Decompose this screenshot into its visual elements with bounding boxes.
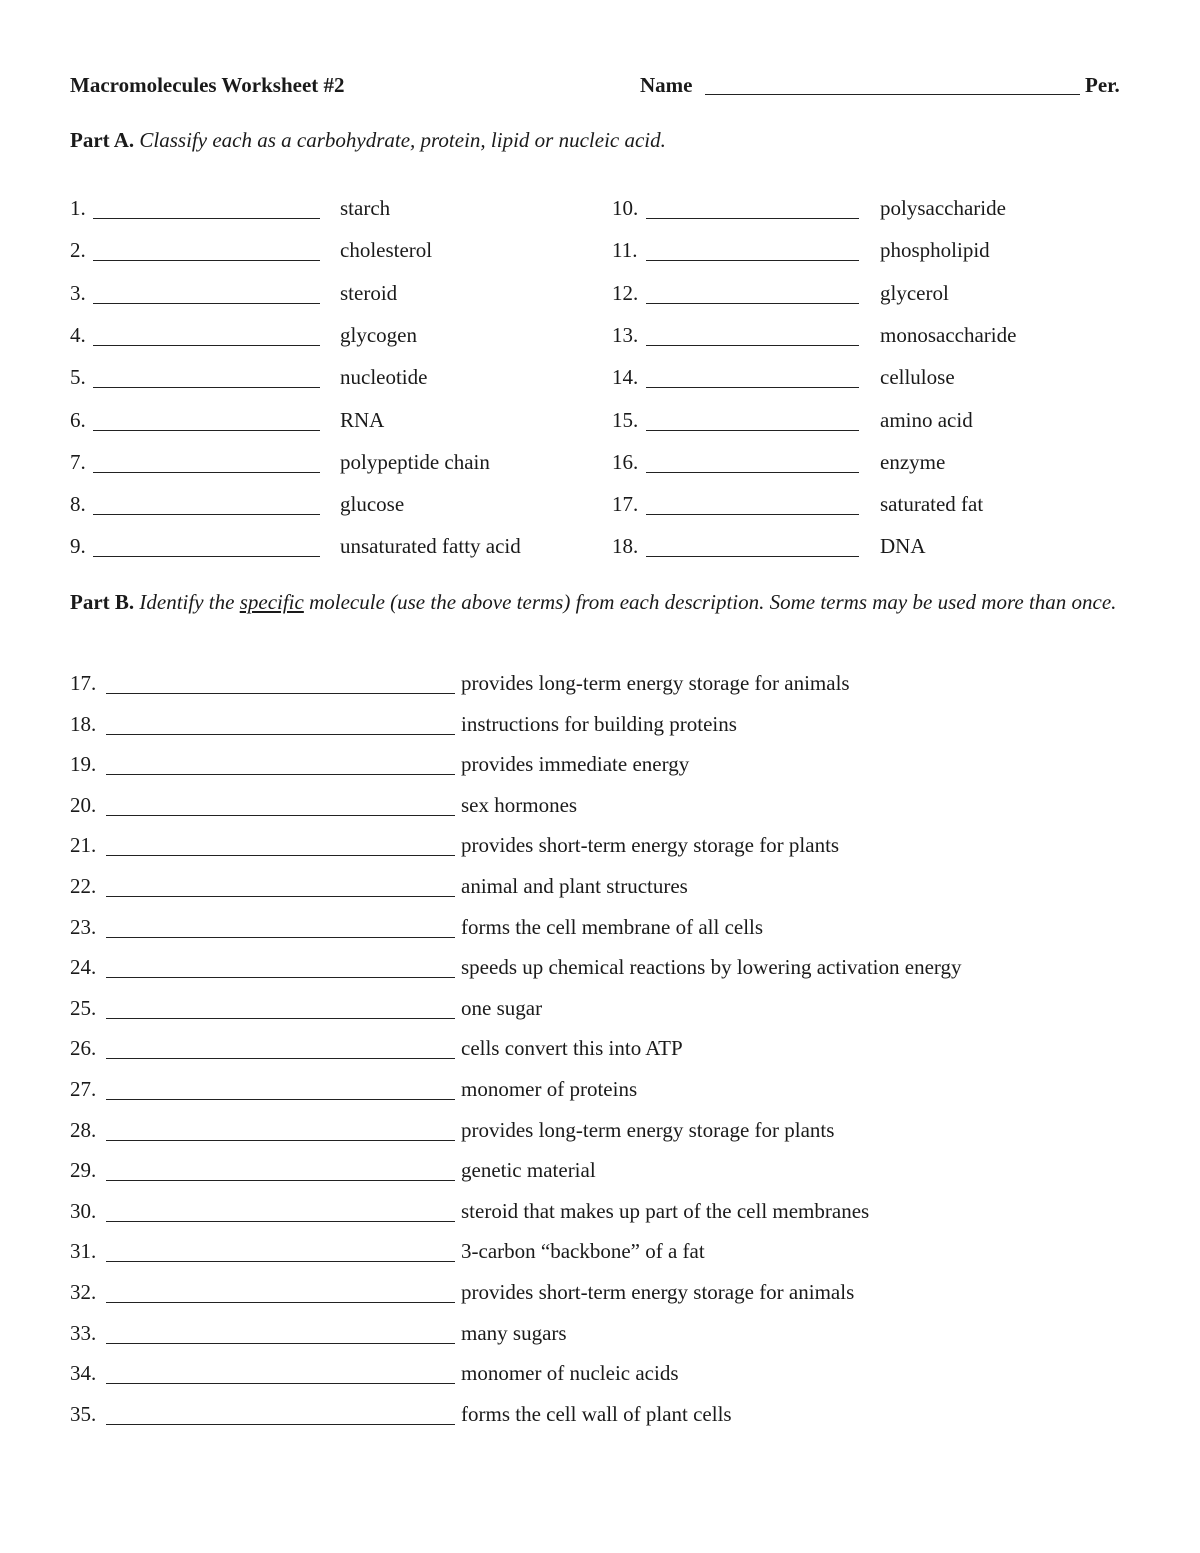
part-b-item-number: 19. xyxy=(70,752,97,777)
part-b-description: forms the cell membrane of all cells xyxy=(461,914,764,939)
part-a-term: starch xyxy=(340,196,391,220)
part-a-item-number: 14. xyxy=(612,365,639,390)
part-b-item-number: 32. xyxy=(70,1280,97,1304)
part-b-item-number: 31. xyxy=(70,1239,97,1264)
part-a-term: glycogen xyxy=(340,322,417,347)
part-b-item-number: 28. xyxy=(70,1117,97,1142)
part-b-answer-blank[interactable] xyxy=(106,1058,455,1059)
part-a-term: cholesterol xyxy=(340,238,433,263)
part-b-description: provides long-term energy storage for plants xyxy=(461,1117,835,1142)
part-b-description: forms the cell wall of plant cells xyxy=(461,1401,732,1426)
part-b-heading xyxy=(70,588,1130,616)
part-b-answer-blank[interactable] xyxy=(106,1302,455,1303)
part-a-item-number: 8. xyxy=(70,492,86,517)
part-a-item-number: 5. xyxy=(70,365,86,390)
part-b-answer-blank[interactable] xyxy=(106,1261,455,1262)
part-b-description: one sugar xyxy=(461,995,543,1020)
part-b-item-number: 22. xyxy=(70,874,97,898)
part-a-term: amino acid xyxy=(880,407,973,432)
part-b-item-number: 26. xyxy=(70,1036,97,1061)
part-a-term: glucose xyxy=(340,492,405,517)
part-b-description: steroid that makes up part of the cell membranes xyxy=(461,1198,870,1223)
part-a-heading xyxy=(70,126,1130,154)
part-b-instructions-underlined: specific xyxy=(239,590,304,614)
part-a-term: cellulose xyxy=(880,365,955,390)
part-b-description: monomer of nucleic acids xyxy=(461,1361,679,1386)
period-label: Per. xyxy=(1085,73,1120,97)
name-field[interactable] xyxy=(705,94,1080,95)
part-b-description: provides short-term energy storage for animals xyxy=(461,1280,855,1304)
part-b-answer-blank[interactable] xyxy=(106,1018,455,1019)
name-label: Name xyxy=(640,73,693,97)
part-a-answer-blank[interactable] xyxy=(646,218,859,219)
part-b-instructions-pre: Identify the xyxy=(139,590,235,614)
part-b-answer-blank[interactable] xyxy=(106,734,455,735)
part-b-item-number: 35. xyxy=(70,1401,97,1426)
part-a-term: unsaturated fatty acid xyxy=(340,534,521,559)
part-a-answer-blank[interactable] xyxy=(93,303,320,304)
part-b-answer-blank[interactable] xyxy=(106,1099,455,1100)
part-a-answer-blank[interactable] xyxy=(646,556,859,557)
part-b-answer-blank[interactable] xyxy=(106,855,455,856)
part-b-description: animal and plant structures xyxy=(461,874,688,898)
part-a-item-number: 12. xyxy=(612,280,639,305)
part-b-answer-blank[interactable] xyxy=(106,937,455,938)
part-a-term: monosaccharide xyxy=(880,322,1017,347)
part-b-description: 3-carbon “backbone” of a fat xyxy=(461,1239,705,1264)
part-a-answer-blank[interactable] xyxy=(93,260,320,261)
part-b-answer-blank[interactable] xyxy=(106,693,455,694)
part-a-answer-blank[interactable] xyxy=(646,260,859,261)
part-a-label: Part A. xyxy=(70,128,135,152)
part-a-answer-blank[interactable] xyxy=(93,345,320,346)
part-b-answer-blank[interactable] xyxy=(106,1140,455,1141)
part-b-answer-blank[interactable] xyxy=(106,896,455,897)
part-a-answer-blank[interactable] xyxy=(93,218,320,219)
part-b-answer-blank[interactable] xyxy=(106,1424,455,1425)
part-a-item-number: 18. xyxy=(612,534,639,559)
part-a-item-number: 6. xyxy=(70,407,86,432)
part-a-answer-blank[interactable] xyxy=(646,514,859,515)
part-b-answer-blank[interactable] xyxy=(106,815,455,816)
part-a-answer-blank[interactable] xyxy=(646,345,859,346)
part-b-label: Part B. xyxy=(70,590,135,614)
part-b-description: provides short-term energy storage for plants xyxy=(461,833,840,858)
part-a-item-number: 2. xyxy=(70,238,86,263)
part-b-description: instructions for building proteins xyxy=(461,711,737,736)
part-a-term: polypeptide chain xyxy=(340,449,490,474)
part-b-item-number: 25. xyxy=(70,995,97,1020)
part-a-item-number: 11. xyxy=(612,238,638,263)
part-a-term: DNA xyxy=(880,534,926,559)
part-b-description: many sugars xyxy=(461,1320,567,1345)
part-b-item-number: 17. xyxy=(70,671,97,695)
part-a-term: RNA xyxy=(340,407,385,432)
part-a-term: glycerol xyxy=(880,280,949,305)
part-b-item-number: 18. xyxy=(70,711,97,736)
part-a-item-number: 15. xyxy=(612,407,639,432)
part-a-item-number: 1. xyxy=(70,196,86,220)
part-a-item-number: 13. xyxy=(612,322,639,347)
part-a-term: steroid xyxy=(340,280,398,305)
part-a-item-number: 3. xyxy=(70,280,86,305)
worksheet-title: Macromolecules Worksheet #2 xyxy=(70,73,345,97)
part-b-item-number: 34. xyxy=(70,1361,97,1386)
part-b-answer-blank[interactable] xyxy=(106,977,455,978)
part-b-answer-blank[interactable] xyxy=(106,1221,455,1222)
part-b-item-number: 21. xyxy=(70,833,97,858)
part-b-description: provides long-term energy storage for animals xyxy=(461,671,850,695)
part-a-item-number: 10. xyxy=(612,196,639,220)
part-b-description: speeds up chemical reactions by lowering activation energy xyxy=(461,955,962,980)
part-b-answer-blank[interactable] xyxy=(106,1180,455,1181)
part-b-description: monomer of proteins xyxy=(461,1077,638,1101)
part-a-item-number: 16. xyxy=(612,449,639,474)
part-a-answer-blank[interactable] xyxy=(93,387,320,388)
part-b-answer-blank[interactable] xyxy=(106,1343,455,1344)
part-a-answer-blank[interactable] xyxy=(646,387,859,388)
part-a-term: enzyme xyxy=(880,449,946,474)
part-b-answer-blank[interactable] xyxy=(106,774,455,775)
part-a-answer-blank[interactable] xyxy=(93,556,320,557)
part-b-item-number: 30. xyxy=(70,1198,97,1223)
part-b-description: sex hormones xyxy=(461,792,578,817)
part-b-item-number: 27. xyxy=(70,1077,97,1101)
part-b-item-number: 33. xyxy=(70,1320,97,1345)
part-a-item-number: 7. xyxy=(70,449,86,474)
part-b-item-number: 23. xyxy=(70,914,97,939)
part-a-term: saturated fat xyxy=(880,492,984,517)
part-b-item-number: 20. xyxy=(70,792,97,817)
part-a-term: nucleotide xyxy=(340,365,428,390)
part-a-answer-blank[interactable] xyxy=(646,303,859,304)
part-b-item-number: 29. xyxy=(70,1158,97,1183)
part-a-answer-blank[interactable] xyxy=(646,430,859,431)
part-a-term: phospholipid xyxy=(880,238,990,263)
part-a-answer-blank[interactable] xyxy=(93,430,320,431)
part-a-item-number: 17. xyxy=(612,492,639,517)
part-b-item-number: 24. xyxy=(70,955,97,980)
part-b-description: provides immediate energy xyxy=(461,752,690,777)
part-a-term: polysaccharide xyxy=(880,196,1006,220)
part-a-instructions: Classify each as a carbohydrate, protein, lipid or nucleic acid. xyxy=(139,128,666,152)
part-a-item-number: 4. xyxy=(70,322,86,347)
part-b-description: cells convert this into ATP xyxy=(461,1036,683,1061)
part-b-answer-blank[interactable] xyxy=(106,1383,455,1384)
part-a-answer-blank[interactable] xyxy=(93,514,320,515)
part-a-answer-blank[interactable] xyxy=(93,472,320,473)
part-a-item-number: 9. xyxy=(70,534,86,559)
part-b-description: genetic material xyxy=(461,1158,596,1183)
part-a-answer-blank[interactable] xyxy=(646,472,859,473)
part-b-instructions-post: molecule (use the above terms) from each description. Some terms may be used more than once. xyxy=(309,590,1117,614)
